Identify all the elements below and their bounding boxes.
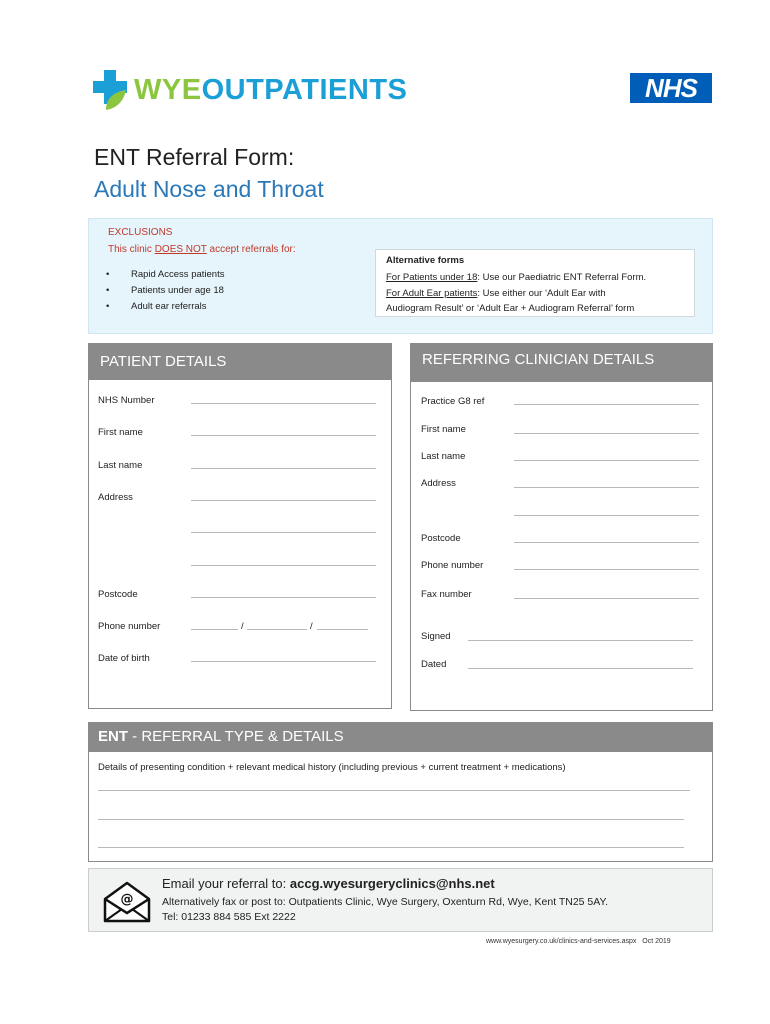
postal-address: Alternatively fax or post to: Outpatients Clinic, Wye Surgery, Oxenturn Rd, Wye, Kent TN25 5AY.	[162, 896, 609, 908]
patient-details-heading: PATIENT DETAILS	[88, 343, 392, 380]
ent-details-line-2[interactable]	[98, 819, 684, 820]
alternative-under18-label[interactable]: For Patients under 18	[386, 272, 478, 283]
ent-referral-heading	[88, 722, 713, 752]
telephone: Tel: 01233 884 585 Ext 2222	[162, 911, 296, 923]
alternative-forms-heading: Alternative forms	[386, 255, 465, 266]
phone-separator: /	[241, 621, 244, 632]
clinician-address-field-2[interactable]	[514, 515, 699, 516]
brand-wye: WYE	[134, 74, 202, 106]
email-prefix: Email your referral to:	[162, 876, 290, 891]
exclusions-box	[88, 218, 713, 334]
patient-dob-label: Date of birth	[98, 653, 150, 664]
medical-cross-leaf-icon	[92, 68, 136, 112]
clinician-phone-label: Phone number	[421, 560, 484, 571]
ent-details-line-3[interactable]	[98, 847, 684, 848]
nhs-number-field[interactable]	[191, 403, 376, 404]
alternative-line-under18	[386, 271, 646, 285]
brand-wordmark	[134, 74, 407, 107]
contact-box	[88, 868, 713, 932]
phone-separator: /	[310, 621, 313, 632]
clinician-fax-label: Fax number	[421, 589, 472, 600]
signed-label: Signed	[421, 631, 451, 642]
exclusions-intro-before: This clinic	[108, 244, 155, 255]
referring-clinician-heading: REFERRING CLINICIAN DETAILS	[410, 343, 713, 382]
clinician-last-name-field[interactable]	[514, 460, 699, 461]
svg-text:@: @	[120, 892, 134, 907]
patient-phone-label: Phone number	[98, 621, 161, 632]
clinician-fax-field[interactable]	[514, 598, 699, 599]
clinician-postcode-label: Postcode	[421, 533, 461, 544]
referring-clinician-panel	[410, 343, 713, 711]
footer	[486, 938, 671, 945]
clinician-first-name-label: First name	[421, 424, 466, 435]
clinician-address-field-1[interactable]	[514, 487, 699, 488]
patient-postcode-label: Postcode	[98, 589, 138, 600]
alternative-adult-ear-text: : Use either our ‘Adult Ear with	[477, 288, 606, 299]
patient-address-field-3[interactable]	[191, 565, 376, 566]
exclusions-intro-after: accept referrals for:	[206, 244, 296, 255]
brand-outpatients: OUTPATIENTS	[201, 74, 408, 106]
patient-last-name-label: Last name	[98, 460, 143, 471]
practice-ref-label: Practice G8 ref	[421, 396, 485, 407]
clinician-phone-field[interactable]	[514, 569, 699, 570]
dated-label: Dated	[421, 659, 447, 670]
alternative-line-audiogram: Audiogram Result’ or ‘Adult Ear + Audiogram Referral’ form	[386, 303, 635, 314]
patient-phone-field-2[interactable]	[247, 629, 307, 630]
patient-first-name-field[interactable]	[191, 435, 376, 436]
patient-last-name-field[interactable]	[191, 468, 376, 469]
exclusions-intro	[108, 244, 296, 255]
clinician-last-name-label: Last name	[421, 451, 466, 462]
form-title: ENT Referral Form:	[94, 144, 295, 170]
footer-date: Oct 2019	[642, 938, 671, 945]
patient-postcode-field[interactable]	[191, 597, 376, 598]
patient-phone-field-3[interactable]	[317, 629, 368, 630]
nhs-number-label: NHS Number	[98, 395, 155, 406]
patient-address-label: Address	[98, 492, 133, 503]
email-envelope-icon	[103, 879, 151, 923]
footer-url-link[interactable]: www.wyesurgery.co.uk/clinics-and-services.aspx	[486, 938, 637, 945]
ent-heading-bold: ENT	[98, 728, 128, 745]
list-item: • Adult ear referrals	[106, 299, 224, 315]
clinician-postcode-field[interactable]	[514, 542, 699, 543]
exclusions-heading: EXCLUSIONS	[108, 227, 173, 238]
ent-heading-rest: - REFERRAL TYPE & DETAILS	[128, 728, 344, 745]
alternative-forms-box	[375, 249, 695, 317]
ent-details-prompt: Details of presenting condition + relevant medical history (including previous + current treatment + medications)	[98, 762, 566, 773]
nhs-logo: NHS	[630, 73, 712, 103]
patient-address-field-1[interactable]	[191, 500, 376, 501]
practice-ref-field[interactable]	[514, 404, 699, 405]
patient-details-panel	[88, 343, 392, 709]
list-item: • Rapid Access patients	[106, 267, 224, 283]
wye-outpatients-logo	[92, 68, 432, 116]
clinician-first-name-field[interactable]	[514, 433, 699, 434]
alternative-adult-ear-label[interactable]: For Adult Ear patients	[386, 288, 478, 299]
patient-address-field-2[interactable]	[191, 532, 376, 533]
alternative-under18-text: : Use our Paediatric ENT Referral Form.	[477, 272, 647, 283]
email-line	[162, 876, 495, 891]
list-item: • Patients under age 18	[106, 283, 224, 299]
clinician-address-label: Address	[421, 478, 456, 489]
patient-phone-field-1[interactable]	[191, 629, 238, 630]
signed-field[interactable]	[468, 640, 693, 641]
dated-field[interactable]	[468, 668, 693, 669]
ent-details-line-1[interactable]	[98, 790, 690, 791]
form-subtitle: Adult Nose and Throat	[94, 176, 324, 202]
exclusions-list	[106, 267, 224, 315]
exclusions-intro-emphasis: DOES NOT	[154, 244, 207, 255]
patient-dob-field[interactable]	[191, 661, 376, 662]
email-address-link[interactable]: accg.wyesurgeryclinics@nhs.net	[289, 876, 495, 891]
patient-first-name-label: First name	[98, 427, 143, 438]
ent-referral-panel	[88, 722, 713, 862]
alternative-line-adult-ear	[386, 287, 606, 301]
